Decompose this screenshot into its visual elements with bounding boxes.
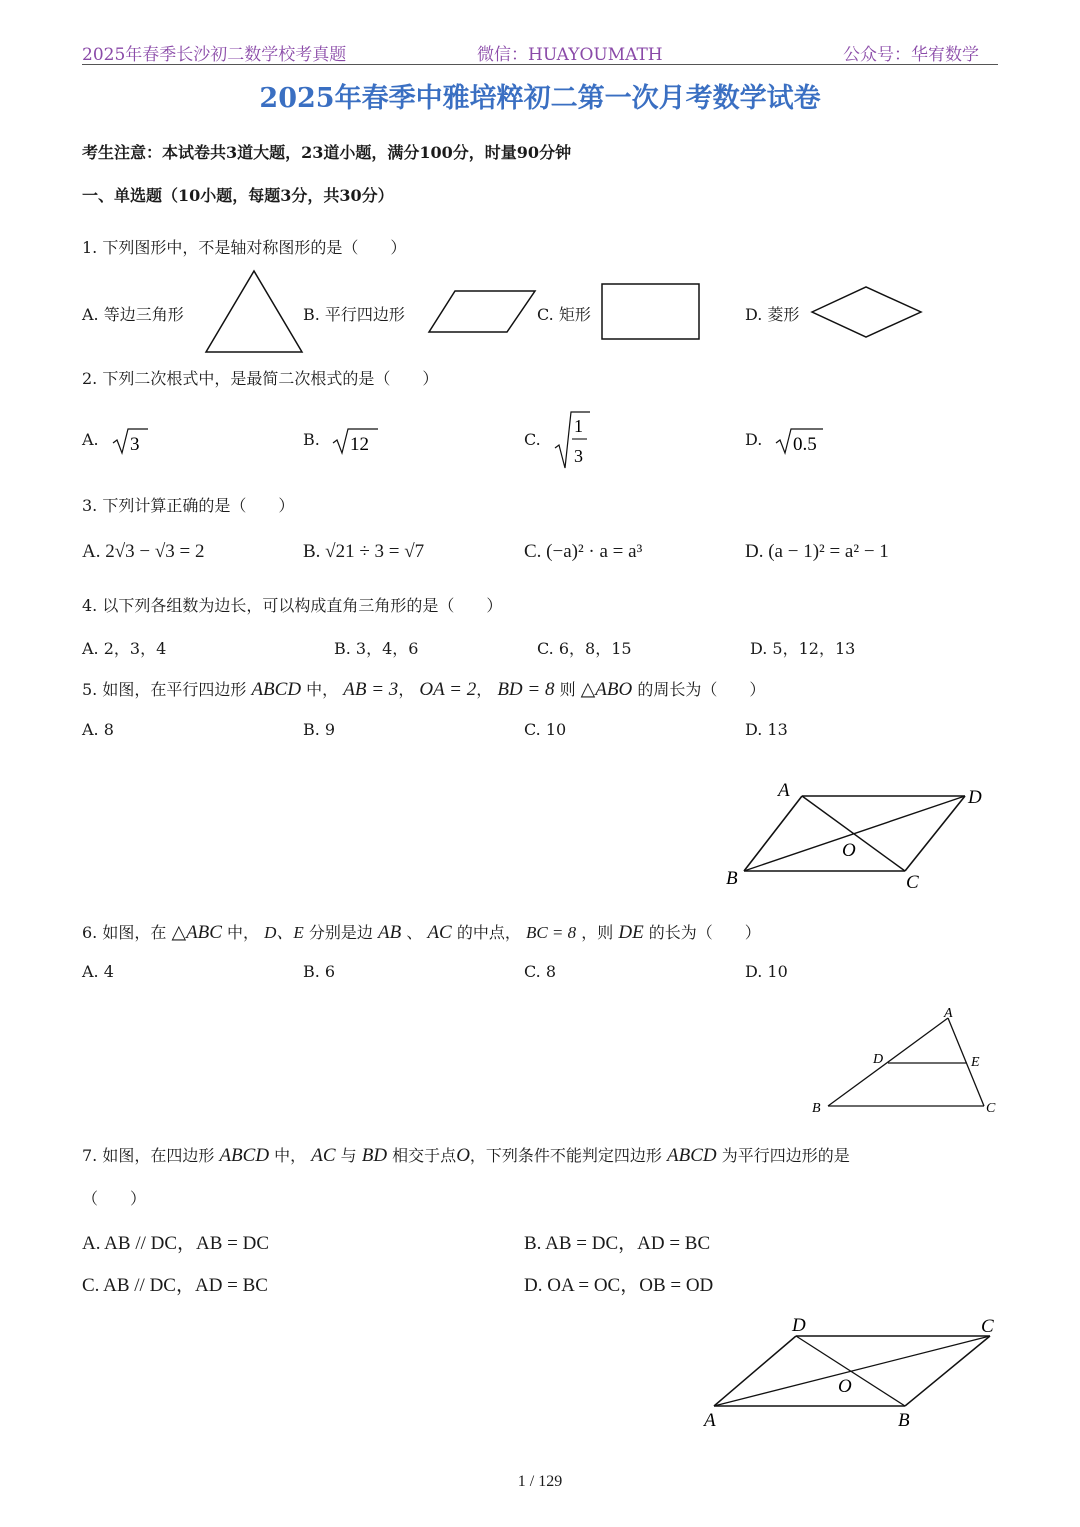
label-d: D <box>873 1052 884 1067</box>
q3-option-a: A. 2√3 − √3 = 2 <box>82 541 205 562</box>
question-4-stem: 4. 以下列各组数为边长，可以构成直角三角形的是（ ） <box>82 596 503 615</box>
fraction-numerator: 1 <box>574 416 583 436</box>
label-b: B <box>726 868 738 889</box>
label-e: E <box>971 1055 980 1070</box>
question-7-stem <box>82 1143 850 1167</box>
label-a: A <box>778 780 790 801</box>
q7-answer-paren: （ ） <box>82 1189 147 1208</box>
question-2-stem: 2. 下列二次根式中，是最简二次根式的是（ ） <box>82 369 439 388</box>
label-a: A <box>704 1410 716 1431</box>
q5-stem-end: 的周长为（ ） <box>637 680 766 699</box>
q7-mid3: 相交于点 <box>392 1146 457 1165</box>
label-o: O <box>838 1376 852 1397</box>
q1-option-b: B. 平行四边形 <box>303 305 405 324</box>
q6-mid4: ，则 <box>581 923 614 942</box>
q7-option-a: A. AB // DC，AB = DC <box>82 1233 270 1254</box>
q2-label-a: A. <box>82 430 99 449</box>
q1-option-d: D. 菱形 <box>745 305 800 324</box>
q1-option-a: A. 等边三角形 <box>82 305 184 324</box>
label-b: B <box>812 1101 821 1116</box>
rectangle-shape <box>598 280 704 344</box>
q7-mid2: 与 <box>340 1146 357 1165</box>
q7-bd: BD <box>361 1145 388 1166</box>
q6-ab: AB <box>378 922 402 943</box>
label-a: A <box>944 1006 953 1021</box>
q5-triangle: △ABO <box>580 679 633 700</box>
q7-mid4: ，下列条件不能判定四边形 <box>469 1146 662 1165</box>
q7-ac: AC <box>311 1145 336 1166</box>
q3-option-b: B. √21 ÷ 3 = √7 <box>303 541 425 562</box>
q6-stem-prefix: 6. 如图，在 <box>82 923 167 942</box>
q6-triangle: △ABC <box>171 922 222 943</box>
q6-sep: 、 <box>406 923 423 942</box>
page-number: 1 / 129 <box>517 1473 563 1490</box>
q5-option-c: C. 10 <box>524 720 567 739</box>
q1-option-c: C. 矩形 <box>537 305 591 324</box>
label-c: C <box>986 1101 996 1116</box>
q5-cond-oa: OA = 2 <box>419 679 477 700</box>
q2-option-d-sqrt <box>773 424 825 458</box>
q6-option-a: A. 4 <box>82 962 114 981</box>
q5-stem-prefix: 5. 如图，在平行四边形 <box>82 680 247 699</box>
header-right: 公众号：华宥数学 <box>843 45 979 65</box>
q7-stem-end: 为平行四边形的是 <box>721 1146 850 1165</box>
q3-option-c: C. (−a)² · a = a³ <box>524 541 643 562</box>
question-5-stem: 5. 如图，在平行四边形 ABCD 中， AB = 3， OA = 2， BD = 8 则 △ABO 的周长为（ ） <box>82 679 766 700</box>
q6-option-d: D. 10 <box>745 962 788 981</box>
q6-mid3: 的中点， <box>456 923 521 942</box>
q2-label-b: B. <box>303 430 320 449</box>
q7-option-d: D. OA = OC，OB = OD <box>524 1275 714 1296</box>
parallelogram-shape <box>425 287 540 337</box>
page-title: 2025年春季中雅培粹初二第一次月考数学试卷 <box>259 83 821 114</box>
q5-cond-bd: BD = 8 <box>497 679 555 700</box>
label-c: C <box>981 1316 994 1337</box>
q7-o: O <box>456 1145 470 1166</box>
question-6-stem <box>82 918 761 944</box>
q6-bc: BC = 8 <box>525 923 577 942</box>
q7-option-c: C. AB // DC，AD = BC <box>82 1275 268 1296</box>
rhombus-shape <box>808 283 926 343</box>
q3-option-d: D. (a − 1)² = a² − 1 <box>745 541 889 562</box>
label-c: C <box>906 872 919 893</box>
q6-ac: AC <box>427 922 452 943</box>
radicand-text: 0.5 <box>793 434 817 455</box>
q7-mid1: 中， <box>274 1146 307 1165</box>
radicand-text: 3 <box>130 434 140 455</box>
q4-option-d: D. 5，12，13 <box>750 639 856 658</box>
q5-option-b: B. 9 <box>303 720 336 739</box>
q6-mid1: 中， <box>227 923 260 942</box>
q7-abcd-2: ABCD <box>667 1145 717 1166</box>
q6-de-points: D、E <box>264 923 304 942</box>
q7-abcd: ABCD <box>219 1145 270 1166</box>
q2-option-b-sqrt <box>330 424 380 458</box>
section-heading: 一、单选题（10小题，每题3分，共30分） <box>82 186 394 205</box>
exam-notice: 考生注意：本试卷共3道大题，23道小题，满分100分，时量90分钟 <box>82 143 572 162</box>
header-center: 微信：HUAYOUMATH <box>477 45 663 65</box>
q7-quadrilateral-figure <box>700 1310 1005 1435</box>
q5-option-d: D. 13 <box>745 720 788 739</box>
q2-option-c-sqrt-fraction <box>552 408 592 472</box>
q2-label-d: D. <box>745 430 763 449</box>
q6-option-c: C. 8 <box>524 962 557 981</box>
q7-option-b: B. AB = DC，AD = BC <box>524 1233 711 1254</box>
header-left: 2025年春季长沙初二数学校考真题 <box>82 45 347 65</box>
q4-option-a: A. 2，3，4 <box>82 639 167 658</box>
q6-stem-end: 的长为（ ） <box>648 923 761 942</box>
label-d: D <box>968 787 982 808</box>
q4-option-b: B. 3，4，6 <box>334 639 419 658</box>
question-3-stem: 3. 下列计算正确的是（ ） <box>82 496 295 515</box>
q2-label-c: C. <box>524 430 541 449</box>
q5-stem-mid: 中， <box>306 680 339 699</box>
q5-parallelogram-figure <box>720 776 1000 896</box>
label-d: D <box>792 1315 806 1336</box>
q7-stem-prefix: 7. 如图，在四边形 <box>82 1146 215 1165</box>
q5-cond-ab: AB = 3 <box>343 679 399 700</box>
q6-option-b: B. 6 <box>303 962 336 981</box>
q6-triangle-figure <box>808 1000 1004 1120</box>
q6-mid2: 分别是边 <box>308 923 373 942</box>
q5-abcd: ABCD <box>251 679 302 700</box>
label-o: O <box>842 840 856 861</box>
q4-option-c: C. 6，8，15 <box>537 639 632 658</box>
label-b: B <box>898 1410 910 1431</box>
header-divider <box>82 64 998 65</box>
q6-de: DE <box>618 922 644 943</box>
q5-stem-then: 则 <box>559 680 576 699</box>
equilateral-triangle-shape <box>200 266 310 358</box>
radicand-text: 12 <box>350 434 369 455</box>
question-1-stem: 1. 下列图形中，不是轴对称图形的是（ ） <box>82 238 407 257</box>
q2-option-a-sqrt <box>110 424 150 458</box>
fraction-denominator: 3 <box>574 446 583 466</box>
q5-option-a: A. 8 <box>82 720 114 739</box>
